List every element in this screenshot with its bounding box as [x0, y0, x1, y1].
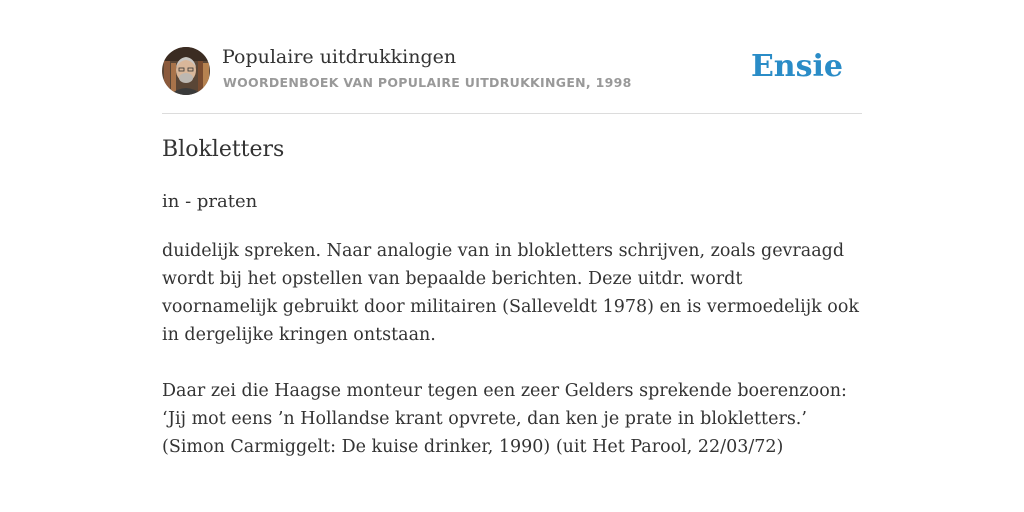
source-header [162, 45, 862, 114]
source-title[interactable]: Populaire uitdrukkingen [222, 46, 457, 68]
brand-logo[interactable]: Ensie [750, 49, 843, 84]
entry-body [162, 237, 862, 489]
entry-paragraph-definition: duidelijk spreken. Naar analogie van in blokletters schrijven, zoals gevraagd wordt bij het opstellen van bepaalde berichten. Deze uitdr. wordt voornamelijk gebruikt door militairen (Salleveldt 1978) en is vermoedelijk ook in dergelijke kringen ontstaan. [162, 241, 859, 345]
source-subtitle: WOORDENBOEK VAN POPULAIRE UITDRUKKINGEN, 1998 [223, 75, 632, 90]
entry-card [162, 45, 862, 457]
author-portrait-icon [162, 47, 210, 95]
author-avatar[interactable] [162, 47, 210, 95]
entry-subtitle: in - praten [162, 191, 258, 212]
entry-paragraph-quote: Daar zei die Haagse monteur tegen een zeer Gelders sprekende boerenzoon: ‘Jij mot eens ’n Hollandse krant opvrete, dan ken je prate in blokletters.’ (Simon Carmiggelt: De kuise drinker, 1990) (uit Het Parool, 22/03/72) [162, 381, 847, 457]
entry-title: Blokletters [162, 137, 285, 162]
